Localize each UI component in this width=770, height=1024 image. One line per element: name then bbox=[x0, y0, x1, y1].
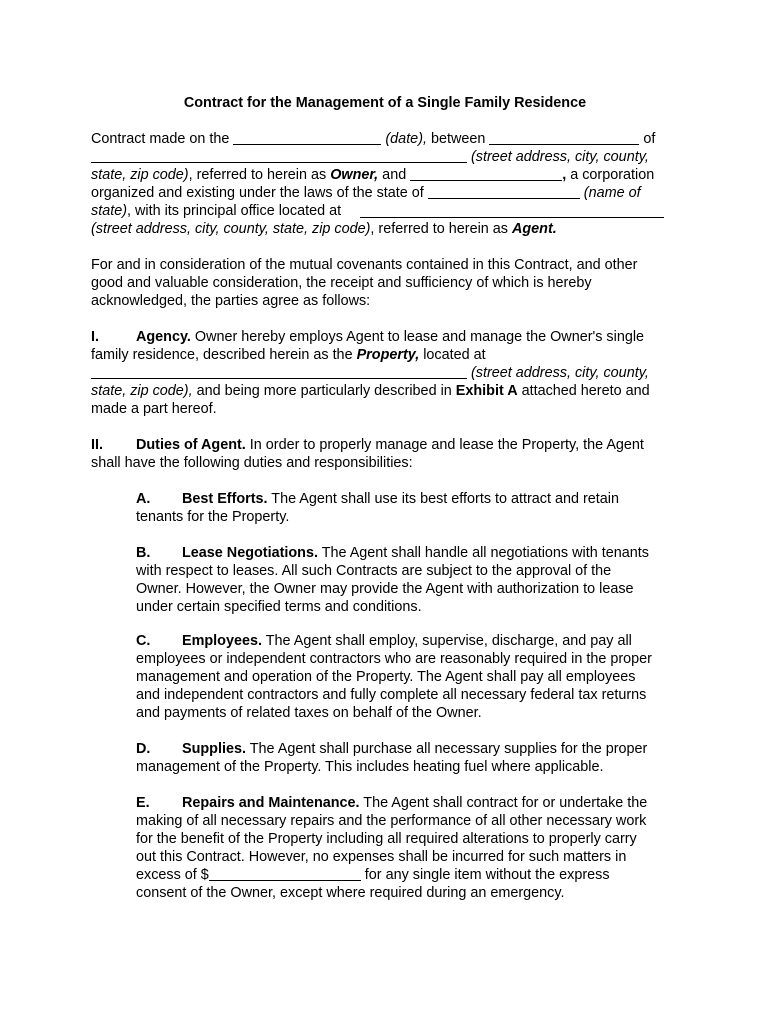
consideration-line-1: For and in consideration of the mutual covenants contained in this Contract, and other bbox=[91, 257, 638, 273]
section-2-line-1: II. Duties of Agent. In order to properly manage and lease the Property, the Agent bbox=[91, 437, 644, 453]
subsection-e-line-3: for the benefit of the Property including all required alterations to properly carry bbox=[136, 831, 637, 847]
section-1-line-5: made a part hereof. bbox=[91, 401, 217, 417]
owner-address-blank[interactable] bbox=[91, 148, 467, 163]
subsection-letter: C. bbox=[136, 633, 151, 649]
subsection-c-line-4: and independent contractors and fully complete all necessary federal tax returns bbox=[136, 687, 647, 703]
subsection-letter: A. bbox=[136, 491, 151, 507]
document-title: Contract for the Management of a Single Family Residence bbox=[183, 95, 587, 111]
owner-name-blank[interactable] bbox=[489, 130, 639, 145]
subsection-e-line-1: E. Repairs and Maintenance. The Agent shall contract for or undertake the bbox=[136, 795, 648, 811]
subsection-b-line-3: Owner. However, the Owner may provide the Agent with authorization to lease bbox=[136, 581, 634, 597]
intro-line-3: state, zip code), referred to herein as Owner, and , a corporation bbox=[91, 167, 655, 183]
agent-name-blank[interactable] bbox=[410, 166, 562, 181]
subsection-letter: D. bbox=[136, 741, 151, 757]
subsection-letter: B. bbox=[136, 545, 151, 561]
section-number: I. bbox=[91, 329, 99, 345]
intro-line-5: state), with its principal office located at bbox=[91, 203, 342, 219]
section-1-line-2: family residence, described herein as the Property, located at bbox=[91, 347, 486, 363]
consideration-line-2: good and valuable consideration, the receipt and sufficiency of which is hereby bbox=[91, 275, 592, 291]
date-blank[interactable] bbox=[233, 130, 381, 145]
subsection-heading: Lease Negotiations. bbox=[182, 545, 318, 561]
subsection-c-line-3: management and operation of the Property. The Agent shall pay all employees bbox=[136, 669, 636, 685]
agent-office-address-blank[interactable] bbox=[360, 203, 664, 218]
subsection-heading: Employees. bbox=[182, 633, 262, 649]
intro-line-4: organized and existing under the laws of the state of (name of bbox=[91, 185, 641, 201]
section-number: II. bbox=[91, 437, 103, 453]
subsection-c-line-2: employees or independent contractors who are reasonably required in the proper bbox=[136, 651, 652, 667]
subsection-heading: Supplies. bbox=[182, 741, 246, 757]
subsection-b-line-2: with respect to leases. All such Contracts are subject to the approval of the bbox=[136, 563, 612, 579]
subsection-e-line-6: consent of the Owner, except where required during an emergency. bbox=[136, 885, 565, 901]
subsection-heading: Repairs and Maintenance. bbox=[182, 795, 360, 811]
subsection-e-line-2: making of all necessary repairs and the performance of all other necessary work bbox=[136, 813, 647, 829]
intro-line-6: (street address, city, county, state, zip code), referred to herein as Agent. bbox=[91, 221, 557, 237]
subsection-letter: E. bbox=[136, 795, 150, 811]
subsection-c-line-5: and payments of related taxes on behalf of the Owner. bbox=[136, 705, 482, 721]
subsection-d-line-1: D. Supplies. The Agent shall purchase all necessary supplies for the proper bbox=[136, 741, 648, 757]
subsection-c-line-1: C. Employees. The Agent shall employ, supervise, discharge, and pay all bbox=[136, 633, 632, 649]
property-address-blank[interactable] bbox=[91, 364, 467, 379]
section-1-line-3: (street address, city, county, bbox=[91, 364, 649, 382]
subsection-e-line-5: excess of $ for any single item without the express bbox=[136, 867, 610, 883]
subsection-e-line-4: out this Contract. However, no expenses shall be incurred for such matters in bbox=[136, 849, 627, 865]
subsection-a-line-2: tenants for the Property. bbox=[136, 509, 290, 525]
intro-line-1: Contract made on the (date), between of bbox=[91, 131, 656, 147]
subsection-b-line-4: under certain specified terms and conditions. bbox=[136, 599, 422, 615]
section-heading: Agency. bbox=[136, 329, 191, 345]
expense-limit-blank[interactable] bbox=[209, 866, 361, 881]
intro-line-2: (street address, city, county, bbox=[91, 148, 649, 166]
subsection-a-line-1: A. Best Efforts. The Agent shall use its best efforts to attract and retain bbox=[136, 491, 620, 507]
section-2-line-2: shall have the following duties and responsibilities: bbox=[91, 455, 413, 471]
consideration-line-3: acknowledged, the parties agree as follows: bbox=[91, 293, 371, 309]
subsection-b-line-1: B. Lease Negotiations. The Agent shall handle all negotiations with tenants bbox=[136, 545, 649, 561]
subsection-d-line-2: management of the Property. This includes heating fuel where applicable. bbox=[136, 759, 604, 775]
state-blank[interactable] bbox=[428, 184, 580, 199]
subsection-heading: Best Efforts. bbox=[182, 491, 268, 507]
section-heading: Duties of Agent. bbox=[136, 437, 246, 453]
section-1-line-4: state, zip code), and being more particularly described in Exhibit A attached hereto and bbox=[91, 383, 650, 399]
section-1-line-1: I. Agency. Owner hereby employs Agent to lease and manage the Owner's single bbox=[91, 329, 645, 345]
